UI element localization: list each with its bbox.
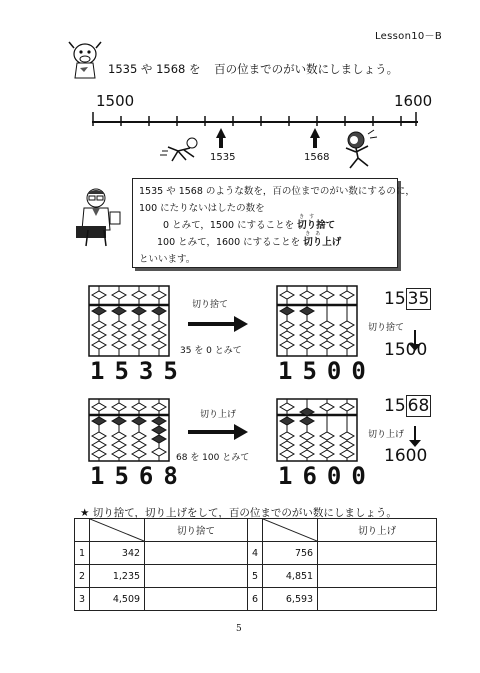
explanation-line4-text: 100 とみて，1600 にすることを [157,237,301,248]
term-kiriage-text: 切り上げ [303,237,342,248]
task2-instruction: ★ 切り捨て，切り上げをして，百の位までのがい数にしましょう。 [80,507,397,519]
numberline-mark-1535: 1535 [210,152,236,163]
diagonal-line-icon [90,519,144,541]
abacus-value-1568: 1568 [90,462,188,490]
runner-left-icon [160,135,202,165]
result2-arrow-icon [408,426,422,448]
header-kirisute: 切り捨て [145,519,248,542]
task1-prefix: 1535 や 1568 を [108,62,201,76]
term-kiriage-ruby: き あ [305,231,321,237]
problem-number: 4 [248,542,263,565]
result1-upper-digits: 15 [384,289,406,309]
explanation-line3-text: 0 とみて，1500 にすることを [163,220,295,231]
task1-instruction [108,61,398,77]
page-number: 5 [236,624,242,634]
op1-note: 35 を 0 とみて [180,346,242,356]
diagonal-line-icon [263,519,317,541]
term-kirisute-text: 切り捨て [297,220,336,231]
problem-number: 5 [248,565,263,588]
header-diagonal-cell-right [263,519,318,542]
header-kiriage: 切り上げ [318,519,437,542]
term-kirisute-ruby: き す [299,214,315,220]
explanation-line3 [139,214,391,231]
abacus-value-1535: 1535 [90,357,188,385]
term-kiriage [303,231,342,248]
header-empty-cell [248,519,263,542]
result2-upper-digits: 15 [384,396,406,416]
result2-rounded: 1600 [384,446,428,466]
op1-arrow-icon [188,314,250,334]
problem-number: 3 [75,588,90,611]
problem-value: 1,235 [90,565,145,588]
problem-number: 2 [75,565,90,588]
answer-cell[interactable] [145,588,248,611]
problem-value: 342 [90,542,145,565]
exercise-row [75,565,437,588]
answer-cell[interactable] [318,542,437,565]
teacher-icon [74,186,126,248]
arrow-1568 [310,128,320,148]
abacus-1500 [276,285,358,357]
op2-note: 68 を 100 とみて [176,453,250,463]
result1-rounded: 1500 [384,340,428,360]
lesson-label: Lesson10－B [374,31,442,42]
exercise-header-row [75,519,437,542]
op1-label: 切り捨て [192,300,229,310]
explanation-line5: といいます。 [139,254,196,265]
answer-cell[interactable] [318,588,437,611]
explanation-box [132,178,415,268]
problem-number: 1 [75,542,90,565]
answer-cell[interactable] [318,565,437,588]
exercise-row [75,588,437,611]
result1-lower-digits: 35 [407,289,430,309]
abacus-value-1500: 1500 [278,357,376,385]
result1-label: 切り捨て [368,323,405,333]
numberline-mark-1568: 1568 [304,152,330,163]
problem-number: 6 [248,588,263,611]
header-empty-cell [75,519,90,542]
abacus-value-1600: 1600 [278,462,376,490]
cow-mascot-icon [68,40,102,80]
abacus-1568 [88,398,170,462]
task1-suffix: 百の位までのがい数にしましょう。 [214,62,399,76]
answer-cell[interactable] [145,542,248,565]
explanation-line1: 1535 や 1568 のような数を，百の位までのがい数にするのに， [139,186,415,197]
result1-original [384,289,431,309]
problem-value: 756 [263,542,318,565]
runner-right-icon [338,128,378,170]
explanation-line2: 100 にたりないはしたの数を [139,203,265,214]
header-diagonal-cell-left [90,519,145,542]
arrow-1535 [216,128,226,148]
result2-lower-digits: 68 [407,396,430,416]
op2-arrow-icon [188,422,250,442]
exercise-table [74,518,437,611]
problem-value: 6,593 [263,588,318,611]
explanation-line4 [139,231,391,248]
op2-label: 切り上げ [200,410,237,420]
abacus-1600 [276,398,358,462]
answer-cell[interactable] [145,565,248,588]
abacus-1535 [88,285,170,357]
result2-original [384,396,431,416]
numberline-right-label: 1600 [394,92,433,110]
exercise-row [75,542,437,565]
problem-value: 4,851 [263,565,318,588]
result2-label: 切り上げ [368,430,405,440]
numberline-left-label: 1500 [96,92,135,110]
problem-value: 4,509 [90,588,145,611]
